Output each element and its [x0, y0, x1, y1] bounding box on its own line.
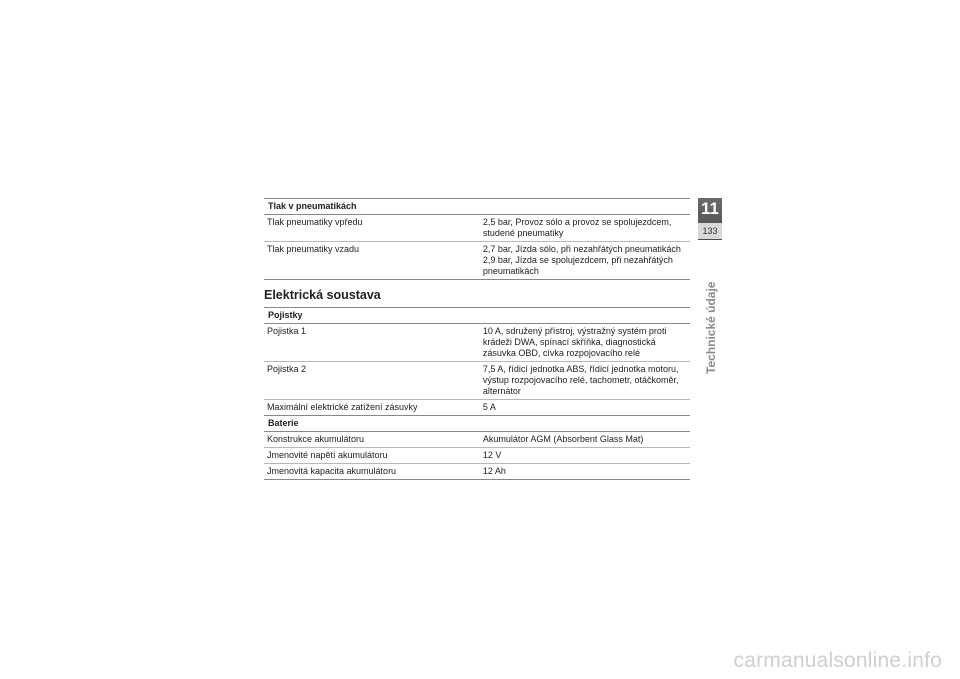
row-label: Maximální elektrické zatížení zásuvky: [264, 400, 480, 416]
row-value: [480, 215, 690, 242]
value-line: 2,9 bar, Jízda se spolujezdcem, při nezahřátých pneumatikách: [482, 255, 673, 276]
page-number: 133: [698, 223, 722, 239]
tire-pressure-header: Tlak v pneumatikách: [264, 199, 690, 215]
row-value: 10 A, sdružený přístroj, výstražný systém proti krádeži DWA, spínací skříňka, diagnostická zásuvka OBD, cívka rozpojovacího relé: [480, 324, 690, 362]
row-value: 5 A: [480, 400, 690, 416]
fuses-header: Pojistky: [264, 308, 690, 324]
row-value: Akumulátor AGM (Absorbent Glass Mat): [480, 432, 690, 448]
table-row: [264, 448, 690, 464]
value-line: 2,7 bar, Jízda sólo, při nezahřátých pneumatikách: [482, 244, 681, 254]
table-row: [264, 400, 690, 416]
table-row: [264, 432, 690, 448]
row-label: Jmenovitá kapacita akumulátoru: [264, 464, 480, 480]
watermark: carmanualsonline.info: [733, 649, 942, 672]
tire-pressure-table: [264, 198, 690, 280]
table-row: [264, 464, 690, 480]
table-row: [264, 215, 690, 242]
chapter-number: 11: [701, 199, 719, 218]
chapter-title: Technické údaje: [704, 281, 718, 374]
row-label: Tlak pneumatiky vzadu: [264, 242, 480, 280]
chapter-tab: [698, 198, 722, 240]
row-label: Tlak pneumatiky vpředu: [264, 215, 480, 242]
table-row: [264, 242, 690, 280]
table-row: [264, 324, 690, 362]
table-row: [264, 362, 690, 400]
row-label: Konstrukce akumulátoru: [264, 432, 480, 448]
battery-header: Baterie: [264, 416, 690, 432]
electrical-table: [264, 307, 690, 480]
table-header: [264, 416, 690, 432]
row-value: 12 V: [480, 448, 690, 464]
table-header: [264, 199, 690, 215]
section-title: Elektrická soustava: [264, 288, 381, 302]
row-value: [480, 242, 690, 280]
value-line: 2,5 bar, Provoz sólo a provoz se spolujezdcem, studené pneumatiky: [482, 217, 672, 238]
row-label: Pojistka 1: [264, 324, 480, 362]
page-content: [264, 198, 690, 480]
table-header: [264, 308, 690, 324]
row-value: 12 Ah: [480, 464, 690, 480]
row-label: Jmenovité napětí akumulátoru: [264, 448, 480, 464]
row-value: 7,5 A, řídicí jednotka ABS, řídicí jednotka motoru, výstup rozpojovacího relé, tachometr, otáčkoměr, alternátor: [480, 362, 690, 400]
row-label: Pojistka 2: [264, 362, 480, 400]
